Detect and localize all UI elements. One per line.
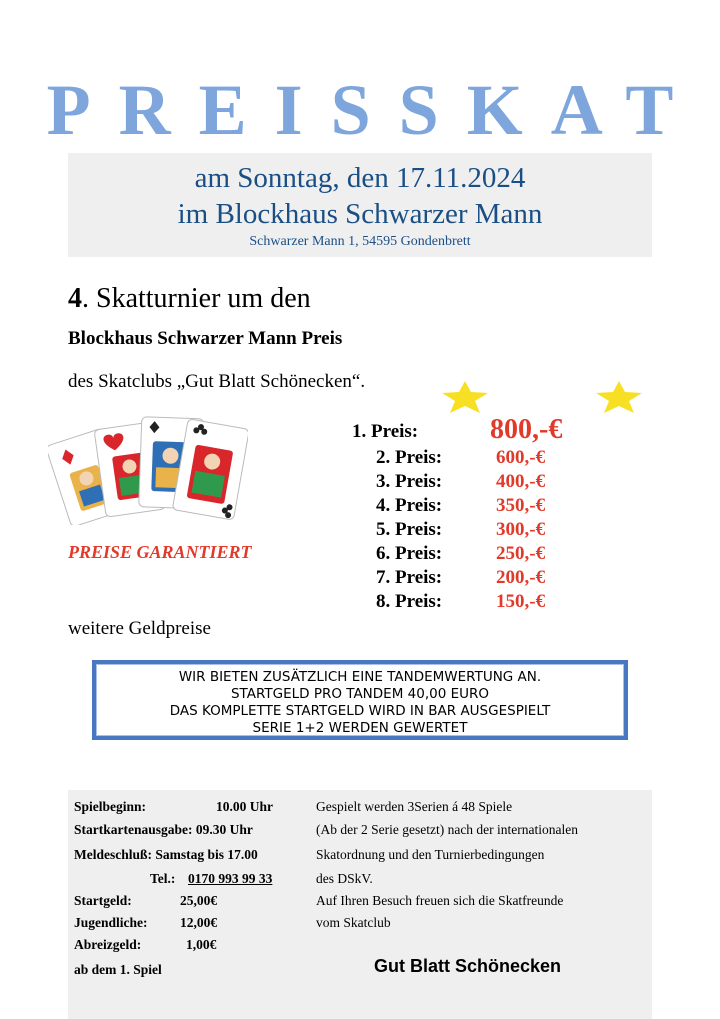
rules-line: vom Skatclub	[316, 915, 391, 930]
spielbeginn-value: 10.00 Uhr	[216, 799, 273, 814]
tandem-line: SERIE 1+2 WERDEN GEWERTET	[252, 720, 468, 736]
event-address: Schwarzer Mann 1, 54595 Gondenbrett	[249, 234, 471, 249]
tel-value: 0170 993 99 33	[188, 871, 273, 886]
prize-7-label: 7. Preis:	[376, 567, 443, 588]
prize-2-label: 2. Preis:	[376, 447, 443, 468]
prize-4-label: 4. Preis:	[376, 495, 443, 516]
startkarten-label: Startkartenausgabe	[74, 822, 188, 837]
prizes-guaranteed: PREISE GARANTIERT	[68, 542, 252, 562]
club-line: des Skatclubs „Gut Blatt Schönecken“.	[68, 371, 366, 392]
star-icon	[594, 380, 644, 414]
jugend-value: 12,00€	[180, 915, 218, 930]
prize-3-value: 400,-€	[496, 471, 546, 492]
event-venue: im Blockhaus Schwarzer Mann	[177, 198, 543, 230]
spielbeginn-label: Spielbeginn:	[74, 799, 147, 814]
startgeld-label: Startgeld:	[74, 893, 132, 908]
rules-line: Auf Ihren Besuch freuen sich die Skatfreunde	[316, 893, 564, 908]
prize-3-label: 3. Preis:	[376, 471, 443, 492]
prize-6-label: 6. Preis:	[376, 543, 443, 564]
prize-1-label: 1. Preis:	[352, 421, 419, 442]
rules-line: Skatordnung und den Turnierbedingungen	[316, 847, 545, 862]
startkarten-row	[74, 821, 253, 839]
club-signature: Gut Blatt Schönecken	[374, 956, 562, 976]
tournament-number: 4	[68, 283, 82, 314]
meldeschluss: Meldeschluß: Samstag bis 17.00	[74, 847, 258, 862]
prize-2-value: 600,-€	[496, 447, 546, 468]
rules-line: Gespielt werden 3Serien á 48 Spiele	[316, 799, 513, 814]
startkarten-value: : 09.30 Uhr	[188, 822, 253, 837]
tandem-line: STARTGELD PRO TANDEM 40,00 EURO	[230, 686, 490, 702]
abreiz-label: Abreizgeld:	[74, 937, 142, 952]
rules-line: des DSkV.	[316, 871, 373, 886]
tandem-notice	[92, 660, 628, 740]
more-prizes: weitere Geldpreise	[68, 618, 211, 639]
jugend-label: Jugendliche:	[74, 915, 148, 930]
event-info-box	[68, 153, 652, 257]
prize-8-value: 150,-€	[496, 591, 546, 612]
rules-line: (Ab der 2 Serie gesetzt) nach der internationalen	[316, 822, 579, 837]
event-date: am Sonntag, den 17.11.2024	[194, 162, 526, 194]
abreiz-value: 1,00€	[186, 937, 217, 952]
prize-4-value: 350,-€	[496, 495, 546, 516]
abreiz-note: ab dem 1. Spiel	[74, 962, 162, 977]
tournament-line: . Skatturnier um den	[82, 283, 311, 314]
startgeld-value: 25,00€	[180, 893, 218, 908]
prize-5-value: 300,-€	[496, 519, 546, 540]
prize-7-value: 200,-€	[496, 567, 546, 588]
star-icon	[440, 380, 490, 414]
playing-cards-icon	[48, 410, 248, 525]
prize-6-value: 250,-€	[496, 543, 546, 564]
details-box	[68, 790, 652, 1019]
prize-name: Blockhaus Schwarzer Mann Preis	[68, 328, 343, 349]
prize-1-value: 800,-€	[490, 414, 563, 445]
tandem-line: WIR BIETEN ZUSÄTZLICH EINE TANDEMWERTUNG AN.	[178, 669, 542, 685]
prize-8-label: 8. Preis:	[376, 591, 443, 612]
poster-title: PREISSKAT	[46, 70, 702, 150]
tandem-line: DAS KOMPLETTE STARTGELD WIRD IN BAR AUSGESPIELT	[169, 703, 551, 719]
tel-label: Tel.:	[150, 871, 176, 886]
prize-5-label: 5. Preis:	[376, 519, 443, 540]
tournament-heading	[68, 282, 311, 316]
